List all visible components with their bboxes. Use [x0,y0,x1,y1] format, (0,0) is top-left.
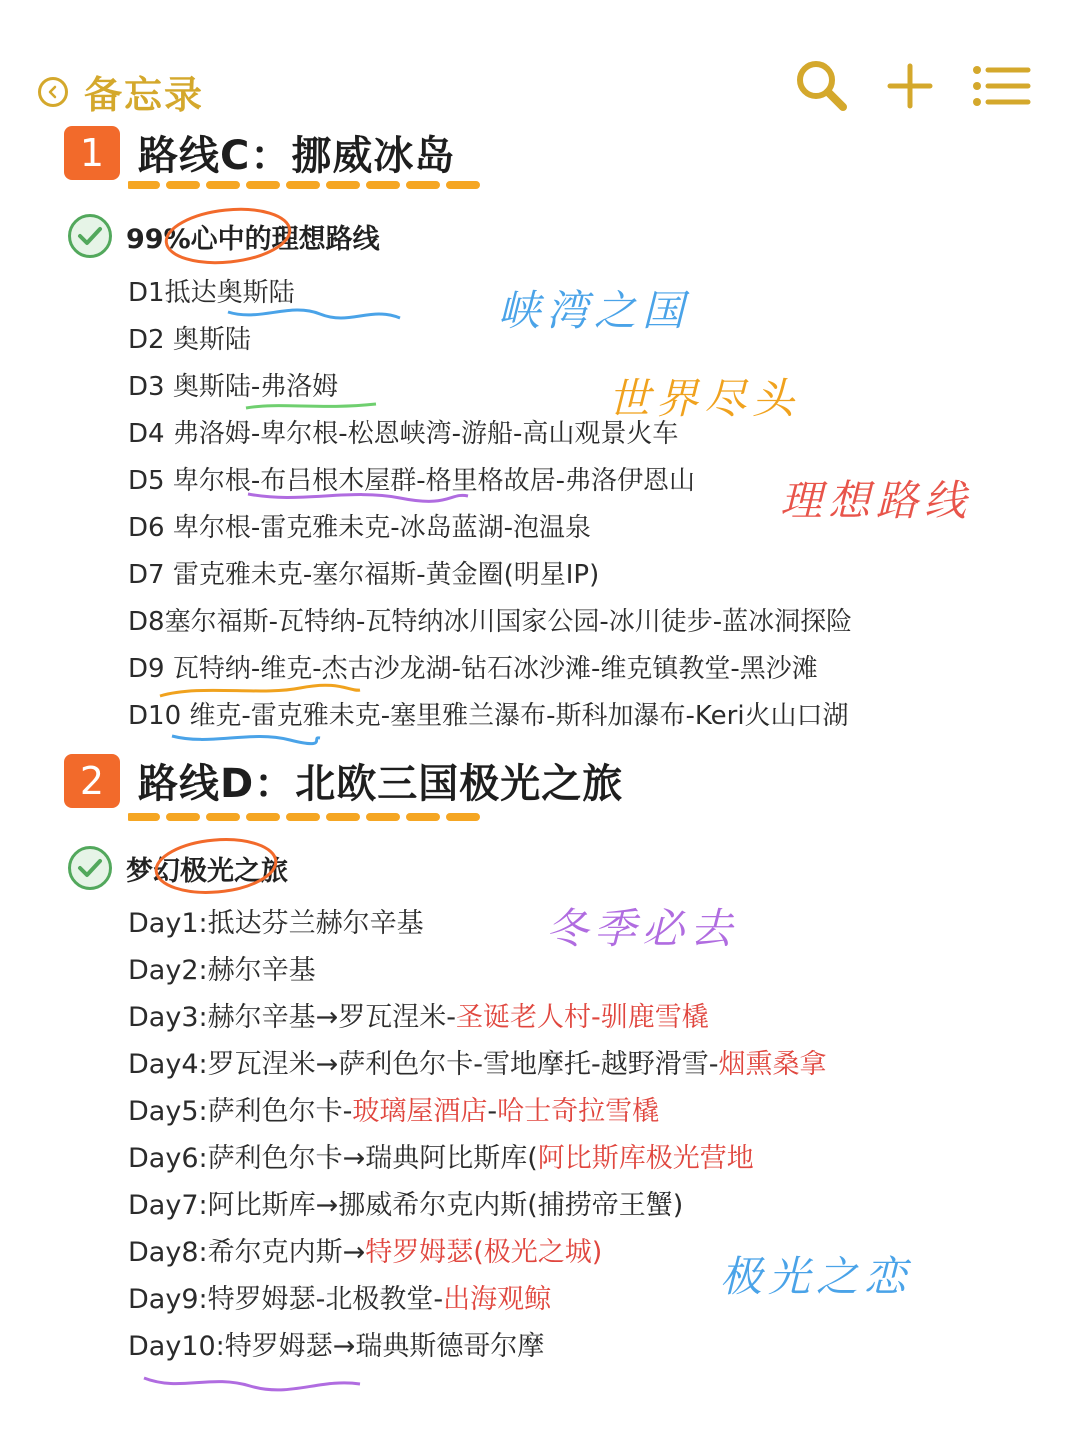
list-item: Day10:特罗姆瑟→瑞典斯德哥尔摩 [128,1331,545,1362]
section-2-subheader [68,846,288,890]
list-item: D8塞尔福斯-瓦特纳-瓦特纳冰川国家公园-冰川徒步-蓝冰洞探险 [128,607,853,637]
title-underline [128,812,488,822]
list-item: Day5:萨利色尔卡-玻璃屋酒店-哈士奇拉雪橇 [128,1096,660,1127]
back-button[interactable] [38,64,204,119]
list-item: Day8:希尔克内斯→特罗姆瑟(极光之城) [128,1237,603,1268]
list-item: D9 瓦特纳-维克-杰古沙龙湖-钻石冰沙滩-维克镇教堂-黑沙滩 [128,654,818,684]
section-subtitle: 99%心中的理想路线 [126,223,380,255]
top-bar [0,0,1080,120]
annotation-ideal-route: 理想路线 [780,476,973,525]
add-icon[interactable] [886,62,934,114]
underline-purple-2 [144,1378,360,1390]
list-item: D2 奥斯陆 [128,325,251,355]
list-item: D10 维克-雷克雅未克-塞里雅兰瀑布-斯科加瀑布-Keri火山口湖 [128,701,849,731]
section-title: 路线D：北欧三国极光之旅 [138,761,624,807]
list-item: D6 卑尔根-雷克雅未克-冰岛蓝湖-泡温泉 [128,513,591,543]
list-item: Day1:抵达芬兰赫尔辛基 [128,908,424,939]
check-icon [68,214,112,258]
back-label: 备忘录 [84,73,205,117]
section-subtitle: 梦幻极光之旅 [126,855,288,887]
annotation-aurora-love: 极光之恋 [720,1252,913,1301]
annotation-world-end: 世界尽头 [608,374,801,423]
list-item: D1抵达奥斯陆 [128,278,295,308]
section-number-badge: 1 [64,126,120,180]
list-icon[interactable] [972,64,1032,112]
list-item: Day6:萨利色尔卡→瑞典阿比斯库(阿比斯库极光营地 [128,1143,754,1174]
search-icon[interactable] [794,58,850,118]
section-title: 路线C：挪威冰岛 [138,133,456,179]
list-item: D3 奥斯陆-弗洛姆 [128,372,339,402]
section-2-header [64,752,623,809]
section-number-badge: 2 [64,754,120,808]
list-item: D5 卑尔根-布吕根木屋群-格里格故居-弗洛伊恩山 [128,466,695,496]
list-item: Day2:赫尔辛基 [128,955,316,986]
annotation-winter: 冬季必去 [546,904,739,953]
list-item: Day9:特罗姆瑟-北极教堂-出海观鲸 [128,1284,552,1315]
itinerary-list-1 [128,270,852,740]
section-1-header [64,124,455,181]
list-item: Day4:罗瓦涅米→萨利色尔卡-雪地摩托-越野滑雪-烟熏桑拿 [128,1049,827,1080]
annotation-fjord: 峡湾之国 [498,286,691,335]
section-1-subheader [68,214,380,258]
title-underline [128,180,488,190]
list-item: D7 雷克雅未克-塞尔福斯-黄金圈(明星IP) [128,560,600,590]
check-icon [68,846,112,890]
list-item: D4 弗洛姆-卑尔根-松恩峡湾-游船-高山观景火车 [128,419,679,449]
list-item: Day7:阿比斯库→挪威希尔克内斯(捕捞帝王蟹) [128,1190,684,1221]
back-icon [38,77,68,107]
list-item: Day3:赫尔辛基→罗瓦涅米-圣诞老人村-驯鹿雪橇 [128,1002,709,1033]
